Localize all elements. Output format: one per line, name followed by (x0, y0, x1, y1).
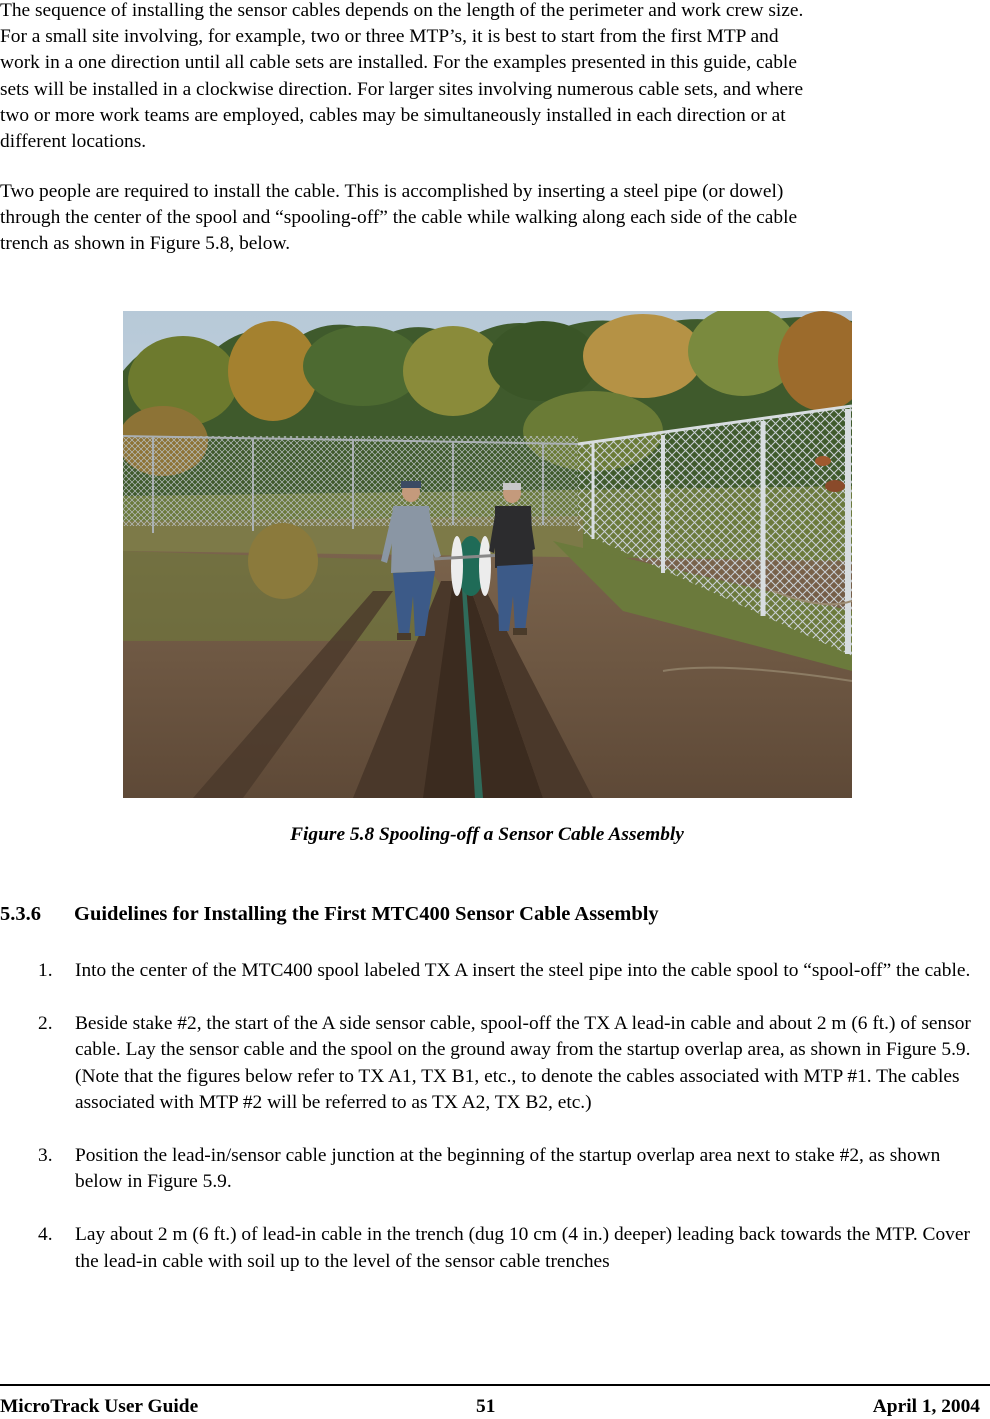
list-item-text: Into the center of the MTC400 spool labeled TX A insert the steel pipe into the cable spool to “spool-off” the cable. (75, 960, 971, 981)
footer-date: April 1, 2004 (872, 1396, 980, 1417)
intro-paragraph: The sequence of installing the sensor cables depends on the length of the perimeter and work crew size. For a small site involving, for example, two or three MTP’s, it is best to start from the first MTP and work in a one direction until all cable sets are installed. For the examples presented in this guide, cable sets will be installed in a clockwise direction. For larger sites involving numerous cable sets, and where two or more work teams are employed, cables may be simultaneously installed in each direction or at different locations. (0, 0, 804, 153)
section-heading (0, 903, 659, 926)
footer-divider (0, 1384, 990, 1386)
footer-doc-title: MicroTrack User Guide (0, 1396, 199, 1417)
list-item-text: Beside stake #2, the start of the A side sensor cable, spool-off the TX A lead-in cable and about 2 m (6 ft.) of sensor cable. Lay the sensor cable and the spool on the ground away from the startup overlap area, as shown in Figure 5.9. (Note that the figures below refer to TX A1, TX B1, etc., to denote the cables associated with MTP #1. The cables associated with MTP #2 will be referred to as TX A2, TX B2, etc.) (75, 1013, 971, 1113)
list-item-number: 2. (38, 1013, 53, 1035)
list-item (0, 958, 977, 984)
section-title: Guidelines for Installing the First MTC400 Sensor Cable Assembly (74, 903, 659, 925)
installation-paragraph: Two people are required to install the cable. This is accomplished by inserting a steel pipe (or dowel) through the center of the spool and “spooling-off” the cable while walking along each side of the cable trench as shown in Figure 5.8, below. (0, 181, 798, 255)
section-number: 5.3.6 (0, 903, 41, 925)
instruction-list (0, 958, 990, 1302)
list-item (0, 1222, 977, 1274)
list-item-number: 1. (38, 960, 53, 981)
list-item-number: 3. (38, 1145, 53, 1167)
list-item-number: 4. (38, 1224, 53, 1246)
list-item (0, 1143, 977, 1195)
figure-caption: Figure 5.8 Spooling-off a Sensor Cable Assembly (290, 824, 684, 845)
figure-photo-spooling-cable (123, 311, 852, 798)
list-item-text: Lay about 2 m (6 ft.) of lead-in cable in the trench (dug 10 cm (4 in.) deeper) leading back towards the MTP. Cover the lead-in cable with soil up to the level of the sensor cable trenches (75, 1224, 970, 1272)
list-item (0, 1011, 977, 1116)
list-item-text: Position the lead-in/sensor cable junction at the beginning of the startup overlap area next to stake #2, as shown below in Figure 5.9. (75, 1145, 941, 1193)
footer-page-number: 51 (476, 1396, 496, 1417)
